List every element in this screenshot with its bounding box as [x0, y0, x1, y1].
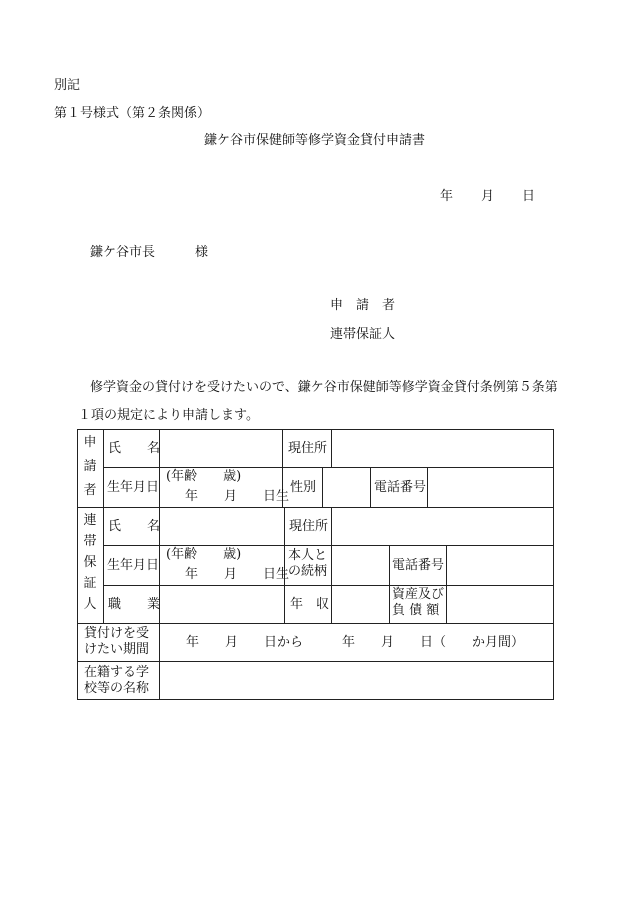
- applicant-gender-field[interactable]: [323, 468, 370, 507]
- guarantor-assets-label-line-2: 負 債 額: [392, 603, 440, 619]
- school-name-label: [84, 665, 149, 698]
- loan-period-label: [84, 626, 149, 659]
- date-line: [440, 190, 535, 203]
- applicant-age-text: (年齢 歳): [166, 469, 242, 484]
- guarantor-address-label: 現住所: [289, 519, 329, 534]
- guarantor-section-char-5: 人: [83, 597, 97, 612]
- guarantor-phone-field[interactable]: [447, 546, 553, 585]
- applicant-section-char-2: 請: [83, 459, 97, 474]
- applicant-name-field[interactable]: [160, 430, 282, 467]
- guarantor-section-char-2: 帯: [83, 534, 97, 549]
- date-day: 日: [522, 189, 536, 204]
- applicant-phone-field[interactable]: [428, 468, 553, 507]
- guarantor-relation-label-line-2: の続柄: [288, 564, 328, 580]
- guarantor-assets-label-line-1: 資産及び: [392, 587, 445, 602]
- addressee-name: 鎌ケ谷市長: [90, 245, 156, 260]
- applicant-section-char-3: 者: [83, 483, 97, 498]
- guarantor-address-field[interactable]: [332, 508, 553, 545]
- loan-period-value: 年 月 日から 年 月 日（ か月間）: [186, 635, 525, 650]
- school-name-field[interactable]: [160, 662, 553, 699]
- applicant-birth-date: 年 月 日生: [185, 489, 290, 504]
- addressee-honorific: 様: [195, 245, 209, 260]
- appendix-label: 別記: [54, 78, 81, 93]
- guarantor-birth-label: 生年月日: [107, 558, 160, 573]
- applicant-name-label: 氏 名: [108, 441, 161, 456]
- guarantor-section-label: [82, 514, 98, 611]
- applicant-address-field[interactable]: [332, 430, 553, 467]
- guarantor-assets-field[interactable]: [447, 586, 553, 623]
- applicant-address-label: 現住所: [288, 441, 328, 456]
- guarantor-relation-label-line-1: 本人と: [288, 548, 328, 563]
- guarantor-section-char-1: 連: [83, 513, 97, 528]
- guarantor-income-field[interactable]: [332, 586, 389, 623]
- school-name-label-line-1: 在籍する学: [84, 665, 150, 680]
- loan-period-label-line-1: 貸付けを受: [84, 626, 150, 641]
- applicant-section-label: [82, 436, 98, 497]
- guarantor-section-char-4: 証: [83, 576, 97, 591]
- applicant-phone-label: 電話番号: [374, 480, 427, 495]
- body-text-line-2: １項の規定により申請します。: [78, 408, 259, 423]
- guarantor-name-label: 氏 名: [108, 519, 161, 534]
- guarantor-label: 連帯保証人: [330, 327, 396, 342]
- applicant-label: 申 請 者: [330, 298, 396, 313]
- school-name-label-line-2: 校等の名称: [84, 681, 150, 697]
- guarantor-occupation-field[interactable]: [160, 586, 284, 623]
- form-number: 第１号様式（第２条関係）: [54, 106, 211, 121]
- guarantor-birth-date: 年 月 日生: [185, 567, 290, 582]
- loan-period-label-line-2: けたい期間: [84, 642, 150, 658]
- guarantor-occupation-label: 職 業: [108, 597, 161, 612]
- guarantor-income-label: 年 収: [290, 597, 330, 612]
- guarantor-assets-label: [392, 587, 444, 620]
- applicant-gender-label: 性別: [290, 480, 317, 495]
- guarantor-section-char-3: 保: [83, 555, 97, 570]
- guarantor-relation-field[interactable]: [332, 546, 389, 585]
- applicant-section-char-1: 申: [83, 435, 97, 450]
- guarantor-name-field[interactable]: [160, 508, 284, 545]
- guarantor-age-text: (年齢 歳): [166, 547, 242, 562]
- guarantor-phone-label: 電話番号: [392, 558, 445, 573]
- document-title: 鎌ケ谷市保健師等修学資金貸付申請書: [204, 133, 426, 148]
- body-text-line-1: 修学資金の貸付けを受けたいので、鎌ケ谷市保健師等修学資金貸付条例第５条第: [90, 380, 558, 395]
- date-month: 月: [481, 189, 495, 204]
- applicant-birth-label: 生年月日: [107, 480, 160, 495]
- date-year: 年: [440, 189, 454, 204]
- guarantor-relation-label: [288, 548, 327, 581]
